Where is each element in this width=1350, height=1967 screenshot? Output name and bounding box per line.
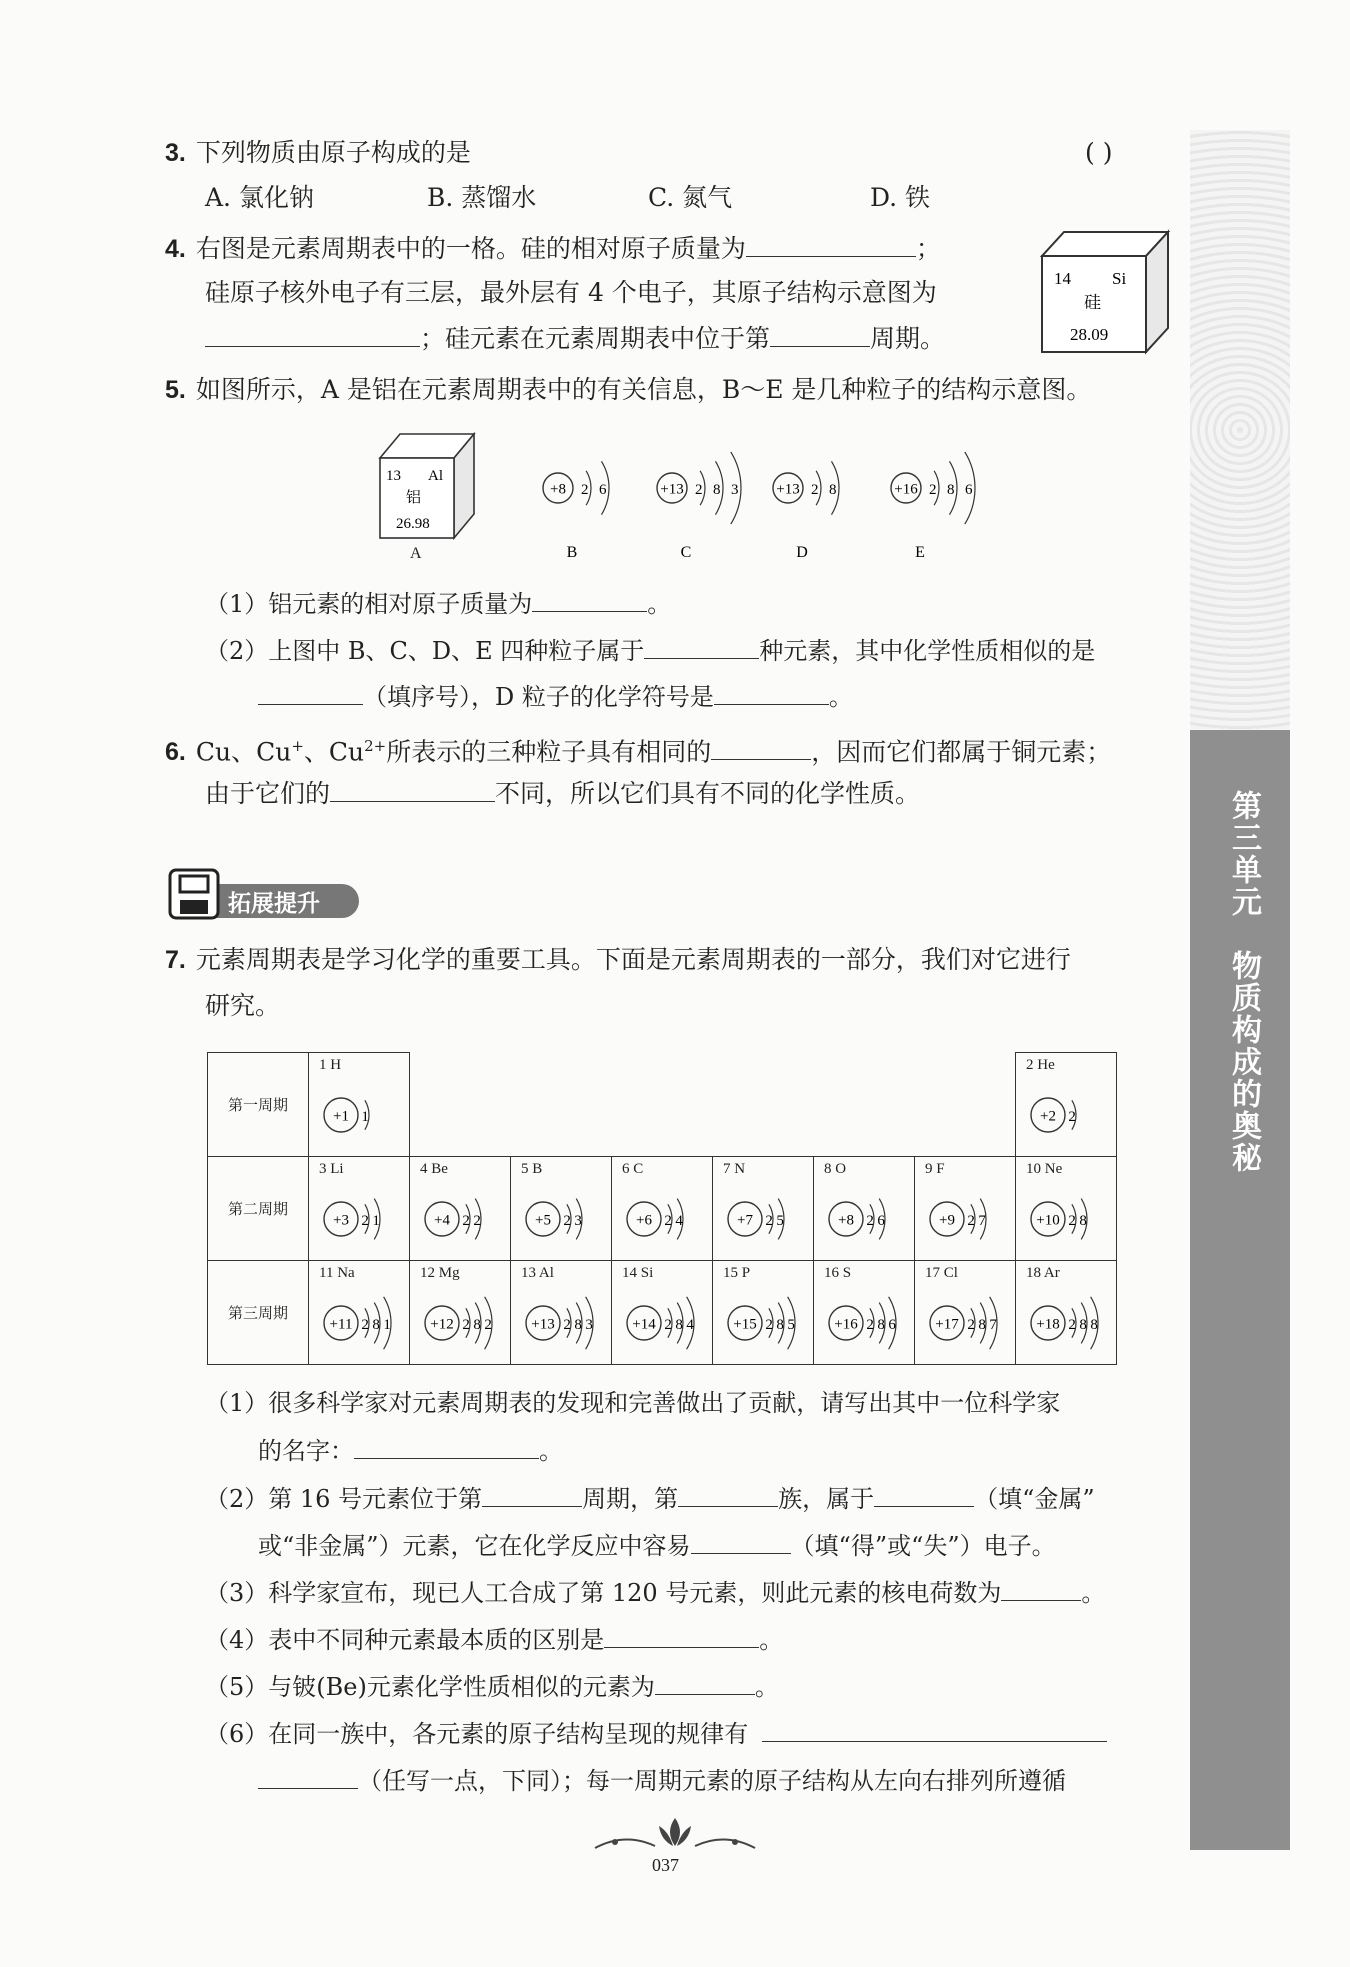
shell-electrons: 8 [1079, 1213, 1087, 1229]
shell-electrons: 6 [877, 1213, 885, 1229]
nucleus-charge: +2 [1040, 1108, 1056, 1125]
q7-sub6: （6）在同一族中，各元素的原子结构呈现的规律有 [205, 1715, 1107, 1752]
blank-difference[interactable] [604, 1621, 759, 1648]
blank-al-mass[interactable] [532, 585, 647, 612]
question-3: 3. 下列物质由原子构成的是 [165, 138, 471, 167]
atom-diagram [627, 1297, 694, 1349]
blank-group-16[interactable] [678, 1480, 778, 1507]
element-cell [511, 1157, 612, 1261]
blank-group-rule-cont[interactable] [258, 1762, 358, 1789]
shell-electrons: 2 [484, 1317, 492, 1333]
element-cell [713, 1157, 814, 1261]
shell-electrons: 5 [776, 1213, 784, 1229]
atom-svg [1016, 1179, 1116, 1259]
nucleus-charge: +13 [776, 481, 800, 498]
atom-svg [1016, 1075, 1116, 1155]
shell-electrons: 2 [1068, 1317, 1076, 1333]
shell-electrons: 2 [473, 1213, 481, 1229]
shell-electrons: 2 [866, 1213, 874, 1229]
shell-electrons: 8 [828, 482, 837, 498]
atom-diagram [930, 1297, 997, 1349]
q7-sub3: （3）科学家宣布，现已人工合成了第 120 号元素，则此元素的核电荷数为 。 [205, 1574, 1105, 1611]
q7-sub2-line2: 或“非金属”）元素，它在化学反应中容易 （填“得”或“失”）电子。 [258, 1527, 1056, 1564]
q5-sub2: （2）上图中 B、C、D、E 四种粒子属于 种元素，其中化学性质相似的是 [205, 632, 1095, 669]
atom-diagram [1031, 1098, 1076, 1132]
si-number: 14 [1054, 269, 1071, 288]
q7-sub4: （4）表中不同种元素最本质的区别是 。 [205, 1621, 783, 1658]
element-cell-he [1016, 1053, 1117, 1157]
shell-electrons: 8 [574, 1317, 582, 1333]
element-cell [511, 1261, 612, 1365]
shell-electrons: 4 [675, 1213, 683, 1229]
shell-electrons: 7 [989, 1317, 997, 1333]
particle-label: E [915, 544, 925, 561]
blank-element-count[interactable] [644, 632, 759, 659]
blank-group-rule[interactable] [762, 1715, 1107, 1742]
element-cell [1016, 1261, 1117, 1365]
shell-electrons: 3 [574, 1213, 582, 1229]
al-name: 铝 [406, 488, 422, 506]
element-cell [612, 1157, 713, 1261]
atom-diagram [324, 1297, 391, 1349]
atom-diagram [728, 1297, 795, 1349]
shell-electrons: 1 [372, 1213, 380, 1229]
q7-line2: 研究。 [205, 991, 281, 1020]
blank-metal[interactable] [874, 1480, 974, 1507]
element-label: 14 Si [622, 1265, 654, 1281]
blank-nuclear-charge[interactable] [1001, 1574, 1081, 1601]
al-mass: 26.98 [396, 516, 430, 532]
period-label: 第一周期 [208, 1053, 309, 1157]
shell-electrons: 2 [664, 1317, 672, 1333]
shell-electrons: 2 [810, 482, 819, 498]
shell-electrons: 2 [462, 1213, 470, 1229]
shell-electrons: 2 [361, 1317, 369, 1333]
atom-svg [612, 1179, 712, 1259]
q4-line3: ；硅元素在元素周期表中位于第 周期。 [205, 320, 945, 357]
nucleus-charge: +8 [550, 481, 566, 498]
atom-svg [309, 1075, 409, 1155]
nucleus-charge: +16 [894, 481, 918, 498]
answer-paren[interactable]: ( ) [1085, 138, 1113, 167]
element-cell [309, 1261, 410, 1365]
element-label: 1 H [319, 1057, 342, 1073]
q7-sub2: （2）第 16 号元素位于第 周期，第 族，属于 （填“金属” [205, 1480, 1095, 1517]
element-label: 12 Mg [420, 1265, 460, 1281]
shell-electrons: 2 [1068, 1213, 1076, 1229]
shell-electrons: 2 [664, 1213, 672, 1229]
atom-diagram [829, 1199, 885, 1240]
particle-label: D [796, 544, 808, 561]
element-cell [814, 1157, 915, 1261]
nucleus-charge: +13 [531, 1316, 555, 1333]
al-element-cell [378, 430, 478, 540]
atom-diagram [657, 452, 741, 524]
shell-electrons: 6 [964, 482, 973, 498]
section-badge [168, 868, 368, 924]
blank-different[interactable] [330, 775, 495, 802]
atom-diagram [1031, 1297, 1098, 1349]
shell-electrons: 2 [765, 1213, 773, 1229]
shell-electrons: 8 [1090, 1317, 1098, 1333]
blank-d-symbol[interactable] [714, 678, 829, 705]
nucleus-charge: +3 [333, 1212, 349, 1229]
nucleus-charge: +4 [434, 1212, 450, 1229]
particle-label: B [566, 544, 578, 561]
element-cell [1016, 1157, 1117, 1261]
element-label: 8 O [824, 1161, 847, 1177]
shell-electrons: 5 [787, 1317, 795, 1333]
atom-diagram [728, 1199, 784, 1240]
option-a[interactable]: A. 氯化钠 [205, 183, 314, 212]
element-label: 4 Be [420, 1161, 448, 1177]
blank-si-mass[interactable] [746, 230, 916, 257]
element-label: 6 C [622, 1161, 644, 1177]
atom-svg [511, 1179, 611, 1259]
q4-line2: 硅原子核外电子有三层，最外层有 4 个电子，其原子结构示意图为 [205, 278, 937, 307]
nucleus-charge: +16 [834, 1316, 858, 1333]
atom-diagram [324, 1098, 369, 1132]
atom-svg [713, 1283, 813, 1363]
question-6: 6. Cu、Cu+、$Cu^{2+}$所表示的三种粒子具有相同的 ，因而它们都属于铜元素； [165, 728, 1111, 770]
atom-diagram [930, 1199, 986, 1240]
atom-svg [915, 1283, 1015, 1363]
shell-electrons: 2 [563, 1213, 571, 1229]
nucleus-charge: +8 [838, 1212, 854, 1229]
shell-electrons: 2 [928, 482, 937, 498]
element-label: 3 Li [319, 1161, 344, 1177]
atom-svg [410, 1179, 510, 1259]
q7-sub5: （5）与铍(Be)元素化学性质相似的元素为 。 [205, 1668, 779, 1705]
atom-svg [309, 1283, 409, 1363]
section-heading [168, 868, 368, 928]
shell-electrons: 3 [730, 482, 739, 498]
nucleus-charge: +11 [329, 1316, 353, 1333]
shell-electrons: 6 [598, 482, 607, 498]
page-number: 037 [652, 1855, 679, 1875]
atom-svg [814, 1179, 914, 1259]
atom-diagram [526, 1199, 582, 1240]
q7-sub1-line2: 的名字： 。 [258, 1432, 563, 1469]
element-cell [410, 1261, 511, 1365]
nucleus-charge: +6 [636, 1212, 652, 1229]
nucleus-charge: +14 [632, 1316, 656, 1333]
atom-svg [410, 1283, 510, 1363]
shell-electrons: 8 [675, 1317, 683, 1333]
blank-gain-lose[interactable] [691, 1527, 791, 1554]
shell-electrons: 8 [877, 1317, 885, 1333]
atom-svg [612, 1283, 712, 1363]
element-cell [814, 1261, 915, 1365]
element-cell [309, 1157, 410, 1261]
shell-electrons: 8 [978, 1317, 986, 1333]
particle-label: C [680, 544, 692, 561]
q5-sub2-line2: （填序号），D 粒子的化学符号是 。 [258, 678, 853, 715]
shell-electrons: 3 [585, 1317, 593, 1333]
shell-electrons: 2 [580, 482, 589, 498]
question-4: 4. 右图是元素周期表中的一格。硅的相对原子质量为 ； [165, 230, 941, 267]
particle-diagrams [530, 430, 1010, 570]
shell-electrons: 6 [888, 1317, 896, 1333]
element-label: 9 F [925, 1161, 945, 1177]
nucleus-charge: +1 [333, 1108, 349, 1125]
element-label: 5 B [521, 1161, 543, 1177]
blank-scientist[interactable] [354, 1432, 539, 1459]
element-label: 17 Cl [925, 1265, 958, 1281]
atom-diagram [627, 1199, 683, 1240]
si-name: 硅 [1084, 293, 1101, 313]
shell-electrons: 2 [866, 1317, 874, 1333]
atom-diagram [1031, 1199, 1087, 1240]
element-cell-h [309, 1053, 410, 1157]
nucleus-charge: +10 [1036, 1212, 1060, 1229]
atom-diagram [526, 1297, 593, 1349]
element-label: 18 Ar [1026, 1265, 1060, 1281]
si-element-cell [1040, 228, 1175, 358]
element-cell [915, 1157, 1016, 1261]
element-label: 16 S [824, 1265, 852, 1281]
q7-sub1: （1）很多科学家对元素周期表的发现和完善做出了贡献，请写出其中一位科学家 [205, 1389, 1061, 1417]
shell-electrons: 4 [686, 1317, 694, 1333]
atom-diagram [425, 1199, 481, 1240]
blank-si-period[interactable] [770, 320, 870, 347]
option-b[interactable]: B. 蒸馏水 [427, 183, 537, 212]
shell-electrons: 2 [361, 1213, 369, 1229]
element-cell [915, 1261, 1016, 1365]
q6-line2: 由于它们的 不同，所以它们具有不同的化学性质。 [205, 775, 920, 812]
atom-svg [713, 1179, 813, 1259]
nucleus-charge: +18 [1036, 1316, 1060, 1333]
atom-diagram [324, 1199, 380, 1240]
question-5: 5. 如图所示，A 是铝在元素周期表中的有关信息，B～E 是几种粒子的结构示意图。 [165, 375, 1092, 404]
atom-svg [814, 1283, 914, 1363]
nucleus-charge: +5 [535, 1212, 551, 1229]
shell-electrons: 2 [462, 1317, 470, 1333]
shell-electrons: 8 [712, 482, 721, 498]
nucleus-charge: +7 [737, 1212, 753, 1229]
nucleus-charge: +9 [939, 1212, 955, 1229]
blank-similar-be[interactable] [655, 1668, 755, 1695]
unit-title: 第三单元 物质构成的奥秘 [1226, 790, 1261, 1174]
shell-electrons: 8 [473, 1317, 481, 1333]
shell-electrons: 2 [563, 1317, 571, 1333]
q5-sub1: （1）铝元素的相对原子质量为 。 [205, 585, 671, 622]
atom-diagram [891, 452, 975, 524]
atom-diagram [425, 1297, 492, 1349]
blank-si-diagram[interactable] [205, 320, 420, 347]
side-band-pattern [1190, 130, 1290, 730]
shell-electrons: 2 [1068, 1109, 1076, 1125]
nucleus-charge: +17 [935, 1316, 959, 1333]
blank-similar[interactable] [258, 678, 363, 705]
shell-electrons: 2 [967, 1213, 975, 1229]
element-cell [612, 1261, 713, 1365]
shell-electrons: 8 [776, 1317, 784, 1333]
element-label: 15 P [723, 1265, 751, 1281]
element-label: 13 Al [521, 1265, 554, 1281]
atom-svg [915, 1179, 1015, 1259]
atom-diagram [773, 461, 839, 514]
period-label: 第二周期 [208, 1157, 309, 1261]
blank-same[interactable] [711, 733, 811, 760]
shell-electrons: 1 [383, 1317, 391, 1333]
shell-electrons: 2 [765, 1317, 773, 1333]
element-label: 11 Na [319, 1265, 355, 1281]
shell-electrons: 2 [967, 1317, 975, 1333]
blank-period-16[interactable] [482, 1480, 582, 1507]
atom-diagram [543, 461, 609, 514]
atom-svg [1016, 1283, 1116, 1363]
element-cell [410, 1157, 511, 1261]
shell-electrons: 8 [946, 482, 955, 498]
period-label: 第三周期 [208, 1261, 309, 1365]
option-c[interactable]: C. 氮气 [648, 183, 733, 212]
shell-electrons: 2 [694, 482, 703, 498]
shell-electrons: 1 [361, 1109, 369, 1125]
question-7: 7. 元素周期表是学习化学的重要工具。下面是元素周期表的一部分，我们对它进行 [165, 945, 1071, 974]
nucleus-charge: +12 [430, 1316, 454, 1333]
atom-diagram [829, 1297, 896, 1349]
label-a: A [410, 545, 422, 562]
periodic-table [207, 1052, 1117, 1365]
option-d[interactable]: D. 铁 [870, 183, 931, 212]
shell-electrons: 7 [978, 1213, 986, 1229]
element-label: 2 He [1026, 1057, 1055, 1073]
shell-electrons: 8 [1079, 1317, 1087, 1333]
element-cell [713, 1261, 814, 1365]
q7-sub6-line2: （任写一点，下同）；每一周期元素的原子结构从左向右排列所遵循 [258, 1762, 1066, 1799]
al-number: 13 [386, 468, 401, 484]
si-symbol: Si [1112, 269, 1127, 288]
shell-electrons: 8 [372, 1317, 380, 1333]
al-symbol: Al [428, 468, 443, 484]
atom-svg [309, 1179, 409, 1259]
si-mass: 28.09 [1070, 325, 1109, 344]
element-label: 10 Ne [1026, 1161, 1063, 1177]
element-label: 7 N [723, 1161, 746, 1177]
atom-svg [511, 1283, 611, 1363]
section-title: 拓展提升 [228, 891, 320, 917]
nucleus-charge: +15 [733, 1316, 757, 1333]
nucleus-charge: +13 [660, 481, 684, 498]
